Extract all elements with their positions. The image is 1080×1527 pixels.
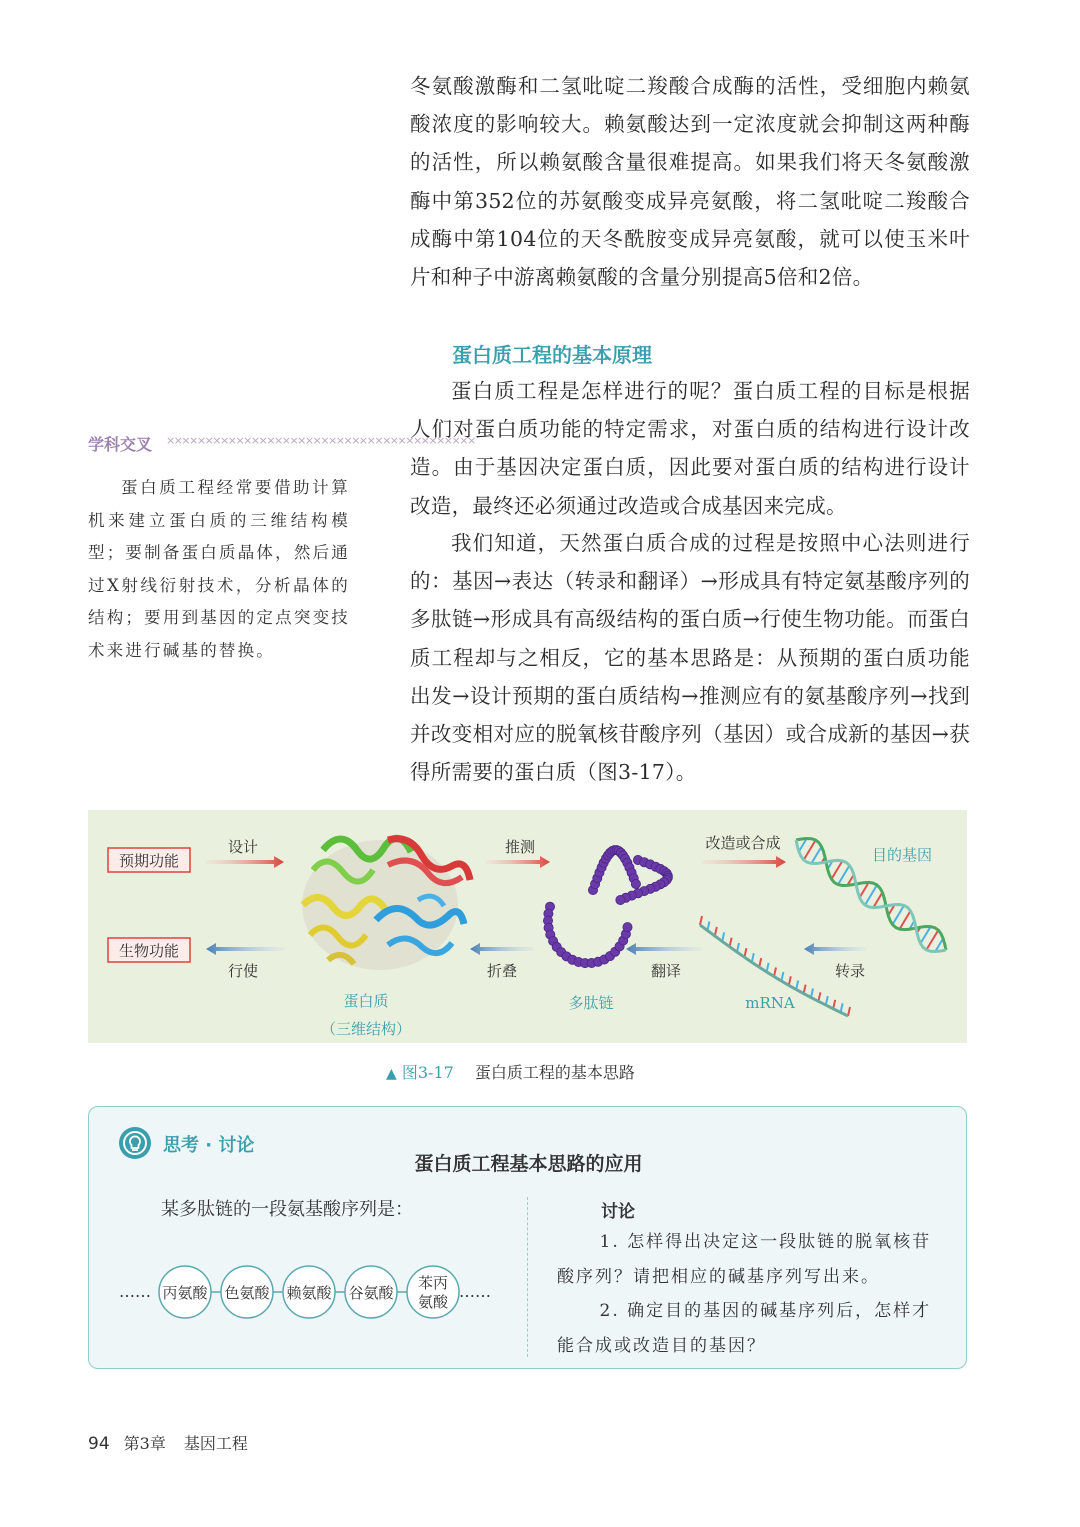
arrow-infer xyxy=(486,856,550,868)
discussion-label: 思考 · 讨论 xyxy=(163,1135,255,1156)
discussion-question-2: 2. 确定目的基因的碱基序列后，怎样才能合成或改造目的基因？ xyxy=(557,1301,932,1356)
expected-function-label: 预期功能 xyxy=(118,852,180,870)
discussion-head: 讨论 xyxy=(601,1202,635,1222)
sidebar-body: 蛋白质工程经常要借助计算机来建立蛋白质的三维结构模型；要制备蛋白质晶体，然后通过X射线衍射技术，分析晶体的结构；要用到基因的定点突变技术来进行碱基的替换。 xyxy=(88,478,350,660)
sidebar-title: 学科交叉 xyxy=(88,435,153,454)
amino-acid-label: 丙氨酸 xyxy=(162,1284,208,1302)
body-paragraph-2: 我们知道，天然蛋白质合成的过程是按照中心法则进行的：基因→表达（转录和翻译）→形成具有特定氨基酸序列的多肽链→形成具有高级结构的蛋白质→行使生物功能。而蛋白质工程却与之相反，它的基本思路是：从预期的蛋白质功能出发→设计预期的蛋白质结构→推测应有的氨基酸序列→找到并改变相对应的脱氧核苷酸序列（基因）或合成新的基因→获得所需要的蛋白质（图3-17）。 xyxy=(410,531,970,785)
discussion-title: 蛋白质工程基本思路的应用 xyxy=(414,1153,643,1175)
section-heading: 蛋白质工程的基本原理 xyxy=(452,343,652,367)
sidebar-decorative-rule: ×××××××××××××××××××××××××××××××××××××××× xyxy=(166,434,475,447)
label-polypeptide: 多肽链 xyxy=(568,994,614,1012)
page-number: 94 xyxy=(88,1434,110,1454)
caption-number: 图3-17 xyxy=(401,1063,454,1082)
arrow-label-design: 设计 xyxy=(227,838,259,856)
figure-protein-engineering xyxy=(88,810,967,1043)
caption-text: 蛋白质工程的基本思路 xyxy=(474,1063,635,1082)
amino-acid-chain xyxy=(115,1257,505,1327)
protein-structure-illustration xyxy=(302,838,470,970)
arrow-label-infer: 推测 xyxy=(504,838,536,856)
amino-acid-label-line1: 苯丙 xyxy=(417,1274,449,1292)
chapter-title: 基因工程 xyxy=(183,1434,248,1453)
arrow-transcribe xyxy=(804,943,866,955)
arrow-translate xyxy=(626,943,702,955)
chapter-number: 第3章 xyxy=(123,1434,166,1453)
figure-illustration xyxy=(88,810,967,1043)
amino-acid-label: 色氨酸 xyxy=(224,1284,270,1302)
arrow-perform xyxy=(206,943,284,955)
discussion-box xyxy=(88,1106,967,1369)
amino-acid-label: 赖氨酸 xyxy=(286,1284,332,1302)
label-protein-structure: （三维结构） xyxy=(320,1020,412,1038)
arrow-label-fold: 折叠 xyxy=(486,962,518,980)
chain-dots-left: …… xyxy=(119,1282,151,1301)
discussion-question-1: 1. 怎样得出决定这一段肽链的脱氧核苷酸序列？请把相应的碱基序列写出来。 xyxy=(557,1232,932,1287)
discussion-divider xyxy=(527,1197,528,1357)
arrow-modify xyxy=(702,856,786,868)
amino-acid-label: 谷氨酸 xyxy=(348,1284,394,1302)
body-paragraph-1: 蛋白质工程是怎样进行的呢？蛋白质工程的目标是根据人们对蛋白质功能的特定需求，对蛋白质的结构进行设计改造。由于基因决定蛋白质，因此要对蛋白质的结构进行设计改造，最终还必须通过改造或合成基因来完成。 xyxy=(410,379,970,518)
arrow-label-transcribe: 转录 xyxy=(834,962,866,980)
chain-dots-right: …… xyxy=(459,1282,491,1301)
label-protein: 蛋白质 xyxy=(343,992,389,1010)
label-target-gene: 目的基因 xyxy=(871,846,933,864)
arrow-label-perform: 行使 xyxy=(227,962,259,980)
page-footer xyxy=(88,1431,248,1454)
arrow-label-translate: 翻译 xyxy=(650,962,682,980)
discussion-intro: 某多肽链的一段氨基酸序列是： xyxy=(161,1199,413,1220)
intro-paragraph: 冬氨酸激酶和二氢吡啶二羧酸合成酶的活性，受细胞内赖氨酸浓度的影响较大。赖氨酸达到一定浓度就会抑制这两种酶的活性，所以赖氨酸含量很难提高。如果我们将天冬氨酸激酶中第352位的苏氨酸变成异亮氨酸，将二氢吡啶二羧酸合成酶中第104位的天冬酰胺变成异亮氨酸，就可以使玉米叶片和种子中游离赖氨酸的含量分别提高5倍和2倍。 xyxy=(410,74,970,290)
arrow-fold xyxy=(470,943,534,955)
label-mrna: mRNA xyxy=(745,994,795,1012)
amino-acid-label-line2: 氨酸 xyxy=(417,1293,449,1311)
biological-function-label: 生物功能 xyxy=(118,942,180,960)
arrow-label-modify: 改造或合成 xyxy=(705,834,781,852)
figure-caption xyxy=(386,1060,635,1083)
caption-marker: ▲ xyxy=(386,1066,397,1082)
arrow-design xyxy=(206,856,284,868)
